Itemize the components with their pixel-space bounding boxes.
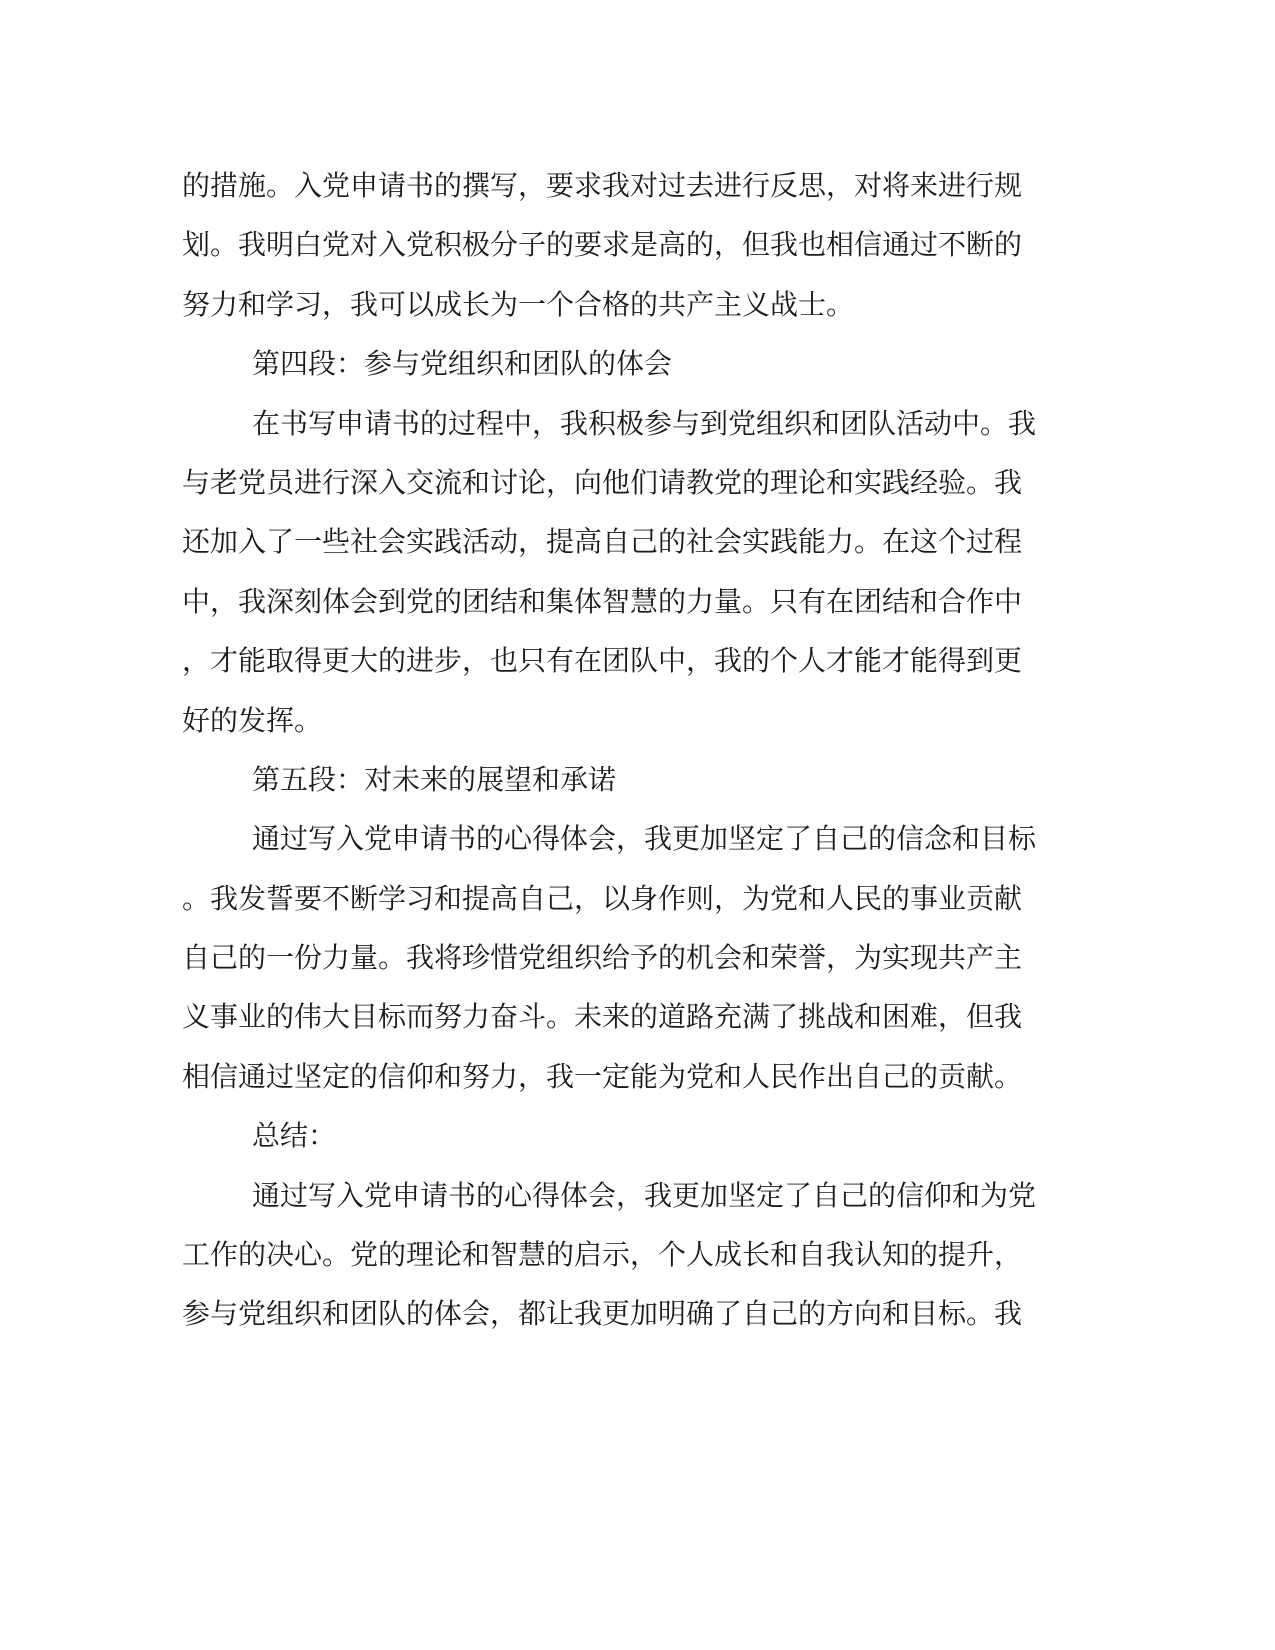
text-line: 相信通过坚定的信仰和努力，我一定能为党和人民作出自己的贡献。 [182, 1059, 1023, 1093]
text-line: 与老党员进行深入交流和讨论，向他们请教党的理论和实践经验。我 [182, 465, 1023, 499]
text-line: 通过写入党申请书的心得体会，我更加坚定了自己的信仰和为党 [252, 1178, 1037, 1212]
section-heading-5: 第五段：对未来的展望和承诺 [252, 762, 617, 796]
text-line: 中，我深刻体会到党的团结和集体智慧的力量。只有在团结和合作中 [182, 584, 1023, 618]
text-line: 工作的决心。党的理论和智慧的启示，个人成长和自我认知的提升， [182, 1238, 1023, 1272]
section-heading-4: 第四段：参与党组织和团队的体会 [252, 347, 673, 381]
text-line: 。我发誓要不断学习和提高自己，以身作则，为党和人民的事业贡献 [182, 881, 1023, 915]
text-line: 划。我明白党对入党积极分子的要求是高的，但我也相信通过不断的 [182, 228, 1023, 262]
text-line: 参与党组织和团队的体会，都让我更加明确了自己的方向和目标。我 [182, 1297, 1023, 1331]
text-line: 还加入了一些社会实践活动，提高自己的社会实践能力。在这个过程 [182, 525, 1023, 559]
document-body [182, 156, 1042, 1344]
summary-heading: 总结： [252, 1119, 337, 1153]
text-line: ，才能取得更大的进步，也只有在团队中，我的个人才能才能得到更 [182, 644, 1023, 678]
text-line: 义事业的伟大目标而努力奋斗。未来的道路充满了挑战和困难，但我 [182, 1000, 1023, 1034]
text-line: 的措施。入党申请书的撰写，要求我对过去进行反思，对将来进行规 [182, 169, 1023, 202]
text-line: 自己的一份力量。我将珍惜党组织给予的机会和荣誉，为实现共产主 [182, 941, 1023, 975]
text-line: 努力和学习，我可以成长为一个合格的共产主义战士。 [182, 287, 855, 321]
text-line: 在书写申请书的过程中，我积极参与到党组织和团队活动中。我 [252, 406, 1037, 440]
text-line: 通过写入党申请书的心得体会，我更加坚定了自己的信念和目标 [252, 822, 1037, 856]
text-line: 好的发挥。 [182, 703, 323, 737]
